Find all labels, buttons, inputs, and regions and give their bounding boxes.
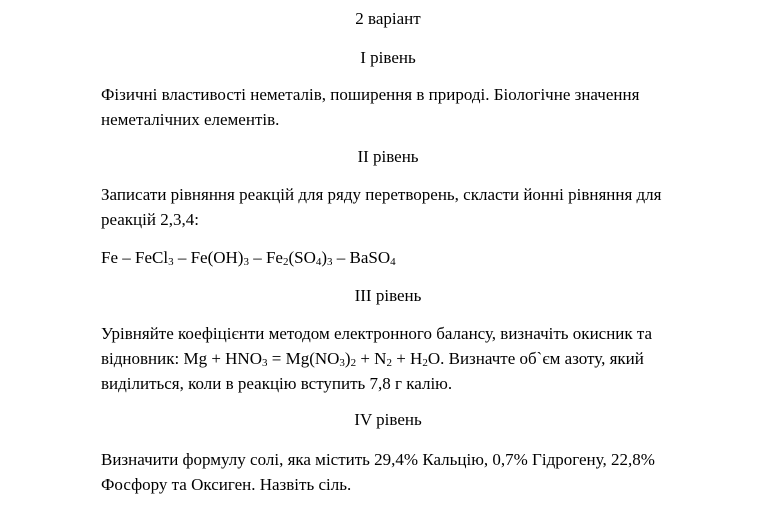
formula-subscript: 3 — [168, 256, 174, 268]
equation-subscript: 3 — [262, 357, 268, 369]
formula-subscript: 4 — [315, 256, 322, 268]
formula-subscript: 3 — [243, 256, 249, 268]
equation-part: O. Визначте об`єм азоту, який — [427, 349, 644, 368]
equation-subscript: 3 — [339, 357, 345, 369]
level-1-task-line: неметалічних елементів. — [101, 110, 280, 129]
equation-part: + H — [391, 349, 423, 368]
level-4-task-line: Фосфору та Оксиген. Назвіть сіль. — [101, 475, 352, 494]
formula-part: ) — [321, 248, 328, 267]
level-4-task-line: Визначити формулу солі, яка містить 29,4% Кальцію, 0,7% Гідрогену, 22,8% — [101, 450, 655, 469]
formula-part: (SO — [288, 248, 316, 267]
formula-subscript: 4 — [390, 256, 396, 268]
level-4-task — [101, 447, 741, 497]
formula-part: Fe — [265, 248, 283, 267]
level-1-task — [101, 82, 741, 132]
formula-subscript: 3 — [327, 256, 333, 268]
level-1-task-line: Фізичні властивості неметалів, поширення в природі. Біологічне значення — [101, 85, 640, 104]
level-3-task-line: Урівняйте коефіцієнти методом електронного балансу, визначіть окисник та — [101, 324, 653, 343]
level-3-task-line: виділиться, коли в реакцію вступить 7,8 г калію. — [101, 374, 453, 393]
level-3-task — [101, 321, 741, 396]
formula-part: – — [118, 248, 135, 267]
equation-part: = Mg(NO — [267, 349, 340, 368]
formula-part: Fe(OH) — [190, 248, 244, 267]
level-2-task-line: Записати рівняння реакцій для ряду перетворень, скласти йонні рівняння для — [101, 185, 662, 204]
level-2-task — [101, 182, 741, 232]
transformation-chain — [101, 245, 741, 270]
level-4-heading: ІV рівень — [354, 410, 422, 429]
formula-part: BaSO — [349, 248, 391, 267]
level-1-heading: І рівень — [360, 48, 416, 67]
variant-title: 2 варіант — [355, 9, 421, 28]
equation-subscript: 2 — [422, 357, 428, 369]
equation-part: відновник: Mg + HNO — [101, 349, 262, 368]
formula-part: – — [248, 248, 266, 267]
level-3-heading: ІІІ рівень — [354, 286, 422, 305]
formula-subscript: 2 — [282, 256, 289, 268]
level-3-equation-line — [101, 346, 741, 371]
formula-part: FeCl — [135, 248, 169, 267]
level-2-heading: ІІ рівень — [357, 147, 419, 166]
equation-subscript: 2 — [386, 357, 392, 369]
formula-part: Fe — [101, 248, 118, 267]
formula-part: – — [332, 248, 350, 267]
level-2-task-line: реакцій 2,3,4: — [101, 210, 199, 229]
equation-part: + N — [356, 349, 387, 368]
equation-part: ) — [344, 349, 351, 368]
formula-part: – — [173, 248, 191, 267]
equation-subscript: 2 — [350, 357, 357, 369]
